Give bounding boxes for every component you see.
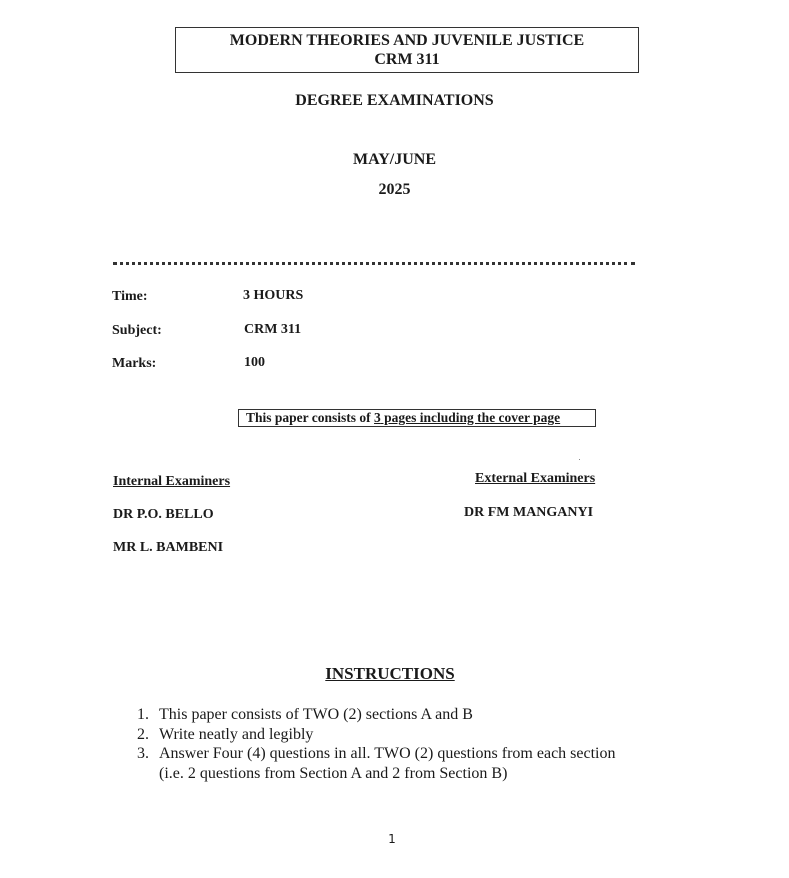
instruction-continuation: (i.e. 2 questions from Section A and 2 from Section B) bbox=[159, 764, 508, 782]
instructions-list bbox=[137, 705, 677, 783]
exam-session: MAY/JUNE bbox=[353, 151, 436, 168]
instruction-text: Write neatly and legibly bbox=[159, 725, 314, 743]
subject-value: CRM 311 bbox=[244, 322, 302, 337]
instruction-number: 3. bbox=[137, 745, 149, 762]
page-count-notice bbox=[238, 409, 596, 427]
marks-value: 100 bbox=[244, 355, 265, 370]
internal-examiner-2: MR L. BAMBENI bbox=[113, 540, 224, 555]
page-number: 1 bbox=[388, 832, 396, 846]
instruction-text: Answer Four (4) questions in all. TWO (2) questions from each section bbox=[159, 745, 616, 762]
instruction-item bbox=[137, 705, 677, 725]
internal-examiners-heading: Internal Examiners bbox=[113, 474, 231, 489]
instruction-text: This paper consists of TWO (2) sections A and B bbox=[159, 706, 473, 723]
external-examiner-1: DR FM MANGANYI bbox=[464, 505, 594, 520]
instruction-item bbox=[137, 744, 677, 783]
dotted-divider bbox=[113, 262, 635, 265]
time-label: Time: bbox=[112, 289, 148, 304]
subject-label: Subject: bbox=[112, 323, 162, 338]
exam-year: 2025 bbox=[378, 181, 411, 198]
instruction-text-block bbox=[159, 744, 677, 783]
marks-label: Marks: bbox=[112, 356, 157, 371]
page-count-number: 3 bbox=[374, 410, 381, 425]
page-count-prefix: This paper consists of bbox=[246, 410, 375, 425]
exam-type: DEGREE EXAMINATIONS bbox=[295, 92, 494, 109]
instruction-number: 1. bbox=[137, 706, 149, 723]
instructions-title: INSTRUCTIONS bbox=[325, 664, 455, 683]
time-value: 3 HOURS bbox=[243, 288, 304, 303]
instruction-item bbox=[137, 725, 677, 745]
course-title: MODERN THEORIES AND JUVENILE JUSTICE bbox=[229, 32, 585, 49]
instruction-number: 2. bbox=[137, 725, 149, 743]
course-title-box bbox=[175, 27, 639, 73]
internal-examiner-1: DR P.O. BELLO bbox=[113, 507, 214, 522]
external-examiners-heading: External Examiners bbox=[475, 471, 596, 486]
scan-speck bbox=[579, 459, 580, 460]
course-code: CRM 311 bbox=[374, 51, 440, 68]
page-count-suffix: pages including the cover page bbox=[380, 410, 561, 425]
